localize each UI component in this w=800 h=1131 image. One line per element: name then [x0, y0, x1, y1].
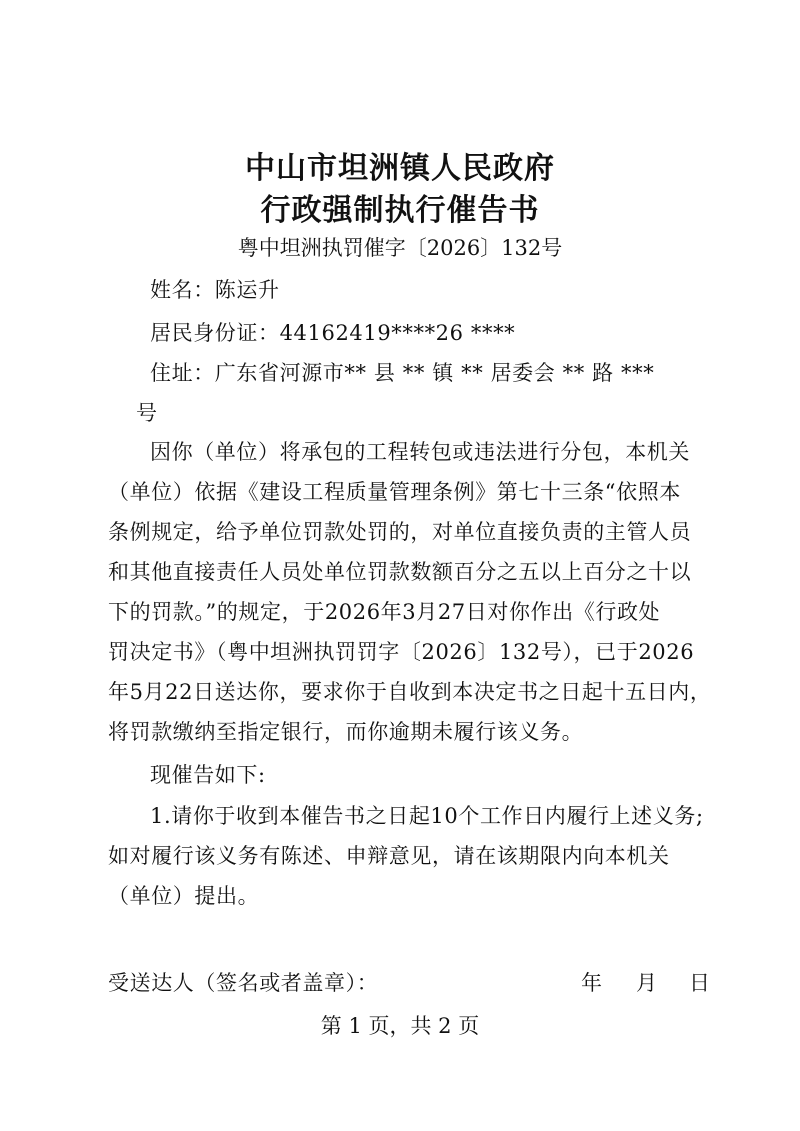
- paragraph-line: （单位）依据《建设工程质量管理条例》第七十三条“依照本: [108, 480, 681, 504]
- title-line-1: 中山市坦洲镇人民政府: [245, 151, 555, 186]
- paragraph-line: 因你（单位）将承包的工程转包或违法进行分包，本机关: [150, 440, 690, 464]
- signature-month-label: 月: [636, 971, 657, 995]
- signature-year-label: 年: [581, 971, 602, 995]
- recipient-signature-label: 受送达人（签名或者盖章）：: [108, 971, 379, 995]
- name-line: 姓名：陈运升: [150, 278, 280, 302]
- title-line-2: 行政强制执行催告书: [260, 193, 540, 228]
- notice-item-line: （单位）提出。: [108, 884, 260, 908]
- id-line: 居民身份证：44162419****26 ****: [150, 321, 516, 345]
- page-footer: 第 1 页，共 2 页: [320, 1014, 480, 1038]
- document-number: 粤中坦洲执罚催字〔2026〕132号: [237, 236, 563, 260]
- paragraph-line: 条例规定，给予单位罚款处罚的，对单位直接负责的主管人员: [108, 520, 692, 544]
- address-line: 住址：广东省河源市** 县 ** 镇 ** 居委会 ** 路 ***: [150, 361, 655, 385]
- paragraph-line: 和其他直接责任人员处单位罚款数额百分之五以上百分之十以: [108, 560, 692, 584]
- notice-intro: 现催告如下:: [150, 763, 266, 787]
- paragraph-line: 将罚款缴纳至指定银行，而你逾期未履行该义务。: [108, 720, 584, 744]
- notice-item-line: 1.请你于收到本催告书之日起10个工作日内履行上述义务;: [150, 804, 704, 828]
- notice-item-line: 如对履行该义务有陈述、申辩意见，请在该期限内向本机关: [108, 844, 670, 868]
- signature-day-label: 日: [689, 971, 710, 995]
- paragraph-line: 年5月22日送达你，要求你于自收到本决定书之日起十五日内，: [108, 680, 712, 704]
- paragraph-line: 罚决定书》（粤中坦洲执罚罚字〔2026〕132号），已于2026: [108, 640, 695, 664]
- address-line-continued: 号: [136, 401, 158, 425]
- paragraph-line: 下的罚款。”的规定，于2026年3月27日对你作出《行政处: [108, 600, 661, 624]
